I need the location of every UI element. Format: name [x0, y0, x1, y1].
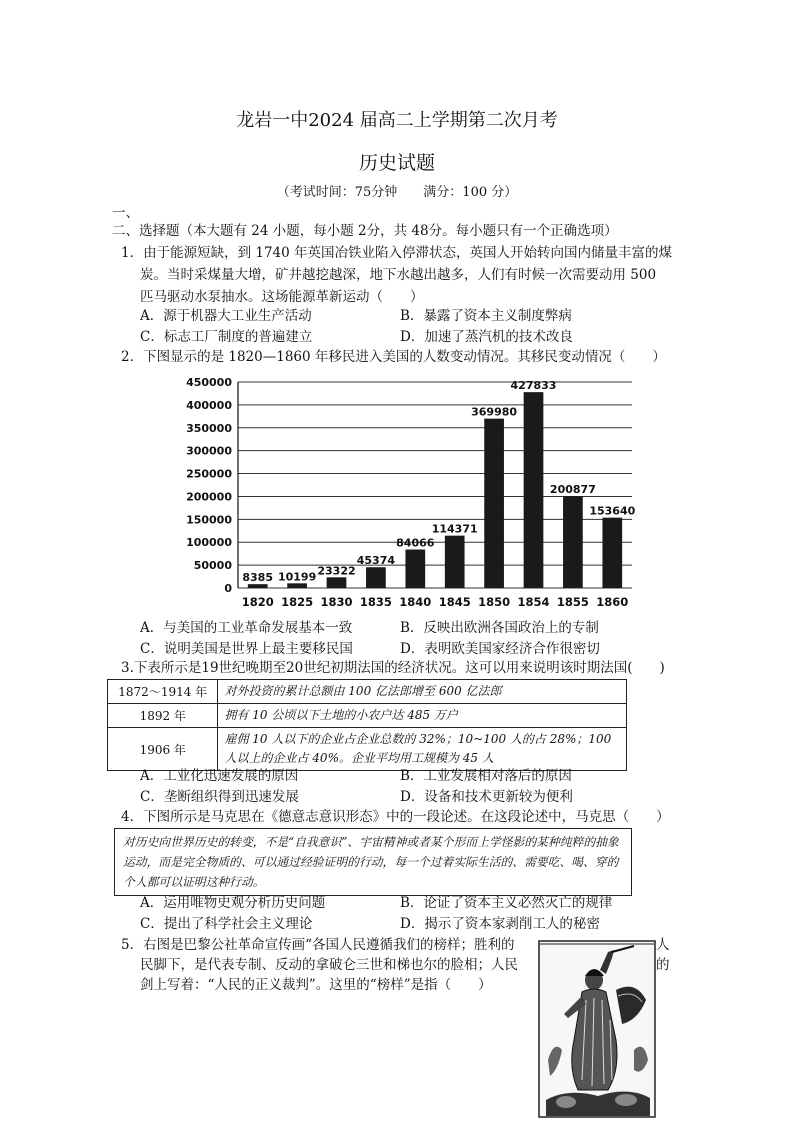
x-tick-label: 1860	[596, 595, 629, 609]
table-cell-text: 对外投资的累计总额由 100 亿法郎增至 600 亿法郎	[218, 680, 627, 704]
q3-data-table	[107, 679, 627, 771]
chart-bar	[327, 577, 347, 588]
q5-line-1-tail: 人	[656, 937, 670, 953]
table-cell-text: 雇佣 10 人以下的企业占企业总数的 32%；10~100 人的占 28%；100 人以上的企业占 40%。企业平均用工规模为 45 人	[218, 728, 627, 771]
q5-line-2: 民脚下，是代表专制、反动的拿破仑三世和梯也尔的脸相；人民	[140, 957, 518, 973]
x-tick-label: 1820	[241, 595, 274, 609]
q4-option-d[interactable]: D．揭示了资本家剥削工人的秘密	[400, 916, 600, 932]
table-cell-year: 1872～1914 年	[108, 680, 218, 704]
chart-bar	[563, 496, 583, 588]
section-two-heading: 二、选择题（本大题有 24 小题，每小题 2分，共 48分。每小题只有一个正确选项）	[112, 223, 618, 239]
chart-bar	[405, 550, 425, 588]
table-row	[108, 704, 627, 728]
x-tick-label: 1830	[320, 595, 353, 609]
y-tick-label: 0	[224, 582, 232, 595]
bar-value-label: 10199	[277, 570, 317, 584]
table-cell-year: 1906 年	[108, 728, 218, 771]
chart-bar	[248, 584, 268, 588]
chart-bar	[602, 518, 622, 588]
y-tick-label: 300000	[186, 444, 232, 458]
bar-value-label: 23322	[317, 564, 356, 578]
immigration-bar-chart	[180, 372, 640, 617]
chart-bar	[524, 392, 544, 588]
chart-bar	[484, 419, 504, 588]
q3-option-d[interactable]: D．设备和技术更新较为便利	[400, 789, 573, 805]
q1-line-2: 炭。当时采煤量大增，矿井越挖越深，地下水越出越多，人们有时候一次需要动用 500	[140, 267, 657, 283]
chart-bar	[287, 583, 307, 588]
y-tick-label: 250000	[186, 467, 232, 481]
q2-option-c[interactable]: C．说明美国是世界上最主要移民国	[140, 641, 353, 657]
q2-option-a[interactable]: A．与美国的工业革命发展基本一致	[140, 620, 353, 636]
bar-value-label: 200877	[549, 483, 596, 497]
q3-stem: 3.下表所示是19世纪晚期至20世纪初期法国的经济状况。这可以用来说明该时期法国( )	[121, 660, 665, 676]
chart-bar	[445, 536, 465, 588]
q4-option-c[interactable]: C．提出了科学社会主义理论	[140, 916, 313, 932]
bar-value-label: 8385	[242, 571, 274, 585]
y-tick-label: 150000	[186, 513, 232, 527]
y-tick-label: 450000	[186, 376, 232, 389]
bar-value-label: 84066	[396, 536, 435, 550]
table-row	[108, 680, 627, 704]
y-tick-label: 100000	[186, 536, 232, 550]
q2-option-b[interactable]: B．反映出欧洲各国政治上的专制	[400, 620, 599, 636]
q2-stem: 2．下图显示的是 1820—1860 年移民进入美国的人数变动情况。其移民变动情况（ ）	[121, 349, 666, 365]
x-tick-label: 1855	[556, 595, 589, 609]
exam-info: （考试时间：75分钟 满分：100 分）	[276, 185, 518, 200]
q1-line-3: 匹马驱动水泵抽水。这场能源革新运动（ ）	[140, 289, 424, 305]
q1-option-d[interactable]: D．加速了蒸汽机的技术改良	[400, 329, 573, 345]
y-tick-label: 400000	[186, 398, 232, 412]
q3-option-c[interactable]: C．垄断组织得到迅速发展	[140, 789, 299, 805]
bar-value-label: 427833	[510, 379, 557, 393]
q1-option-c[interactable]: C．标志工厂制度的普遍建立	[140, 329, 313, 345]
x-tick-label: 1825	[281, 595, 314, 609]
q3-option-b[interactable]: B．工业发展相对落后的原因	[400, 768, 572, 784]
y-tick-label: 350000	[186, 421, 232, 435]
x-tick-label: 1850	[478, 595, 511, 609]
q3-option-a[interactable]: A．工业化迅速发展的原因	[140, 768, 299, 784]
q5-line-2-tail: 的	[656, 957, 670, 973]
x-tick-label: 1854	[517, 595, 550, 609]
x-tick-label: 1835	[359, 595, 392, 609]
table-cell-year: 1892 年	[108, 704, 218, 728]
q2-option-d[interactable]: D．表明欧美国家经济合作很密切	[400, 641, 600, 657]
y-tick-label: 50000	[193, 559, 232, 573]
q1-option-a[interactable]: A．源于机器大工业生产活动	[140, 308, 312, 324]
bar-value-label: 369980	[471, 405, 518, 419]
q4-option-a[interactable]: A．运用唯物史观分析历史问题	[140, 895, 326, 911]
q1-line-1: 1．由于能源短缺，到 1740 年英国冶铁业陷入停滞状态，英国人开始转向国内储量丰富的煤	[121, 245, 673, 261]
table-row	[108, 728, 627, 771]
q4-option-b[interactable]: B．论证了资本主义必然灭亡的规律	[400, 895, 613, 911]
q1-option-b[interactable]: B．暴露了资本主义制度弊病	[400, 308, 572, 324]
bar-value-label: 153640	[589, 504, 636, 518]
x-tick-label: 1845	[438, 595, 471, 609]
q5-line-3: 剑上写着：“人民的正义裁判”。这里的“榜样”是指（ ）	[140, 977, 492, 993]
table-cell-text: 拥有 10 公顷以下土地的小农户达 485 万户	[218, 704, 627, 728]
marx-quote-box: 对历史向世界历史的转变，不是“自我意识”、宇宙精神或者某个形而上学怪影的某种纯粹的抽象运动，而是完全物质的、可以通过经验证明的行动，每一个过着实际生活的、需要吃、喝、穿的个人都可以证明这种行动。	[114, 828, 632, 896]
school-title: 龙岩一中2024 届高二上学期第二次月考	[236, 110, 558, 131]
chart-bar	[366, 567, 386, 588]
q4-stem: 4．下图所示是马克思在《德意志意识形态》中的一段论述。在这段论述中，马克思（ ）	[121, 809, 670, 825]
paris-commune-poster-image	[538, 940, 656, 1118]
y-tick-label: 200000	[186, 490, 232, 504]
section-one-heading: 一、	[112, 205, 139, 221]
q5-line-1: 5．右图是巴黎公社革命宣传画“各国人民遵循我们的榜样；胜利的	[121, 937, 515, 953]
bar-value-label: 45374	[356, 554, 396, 568]
bar-value-label: 114371	[431, 522, 478, 536]
subject-title: 历史试题	[358, 152, 435, 174]
x-tick-label: 1840	[399, 595, 432, 609]
